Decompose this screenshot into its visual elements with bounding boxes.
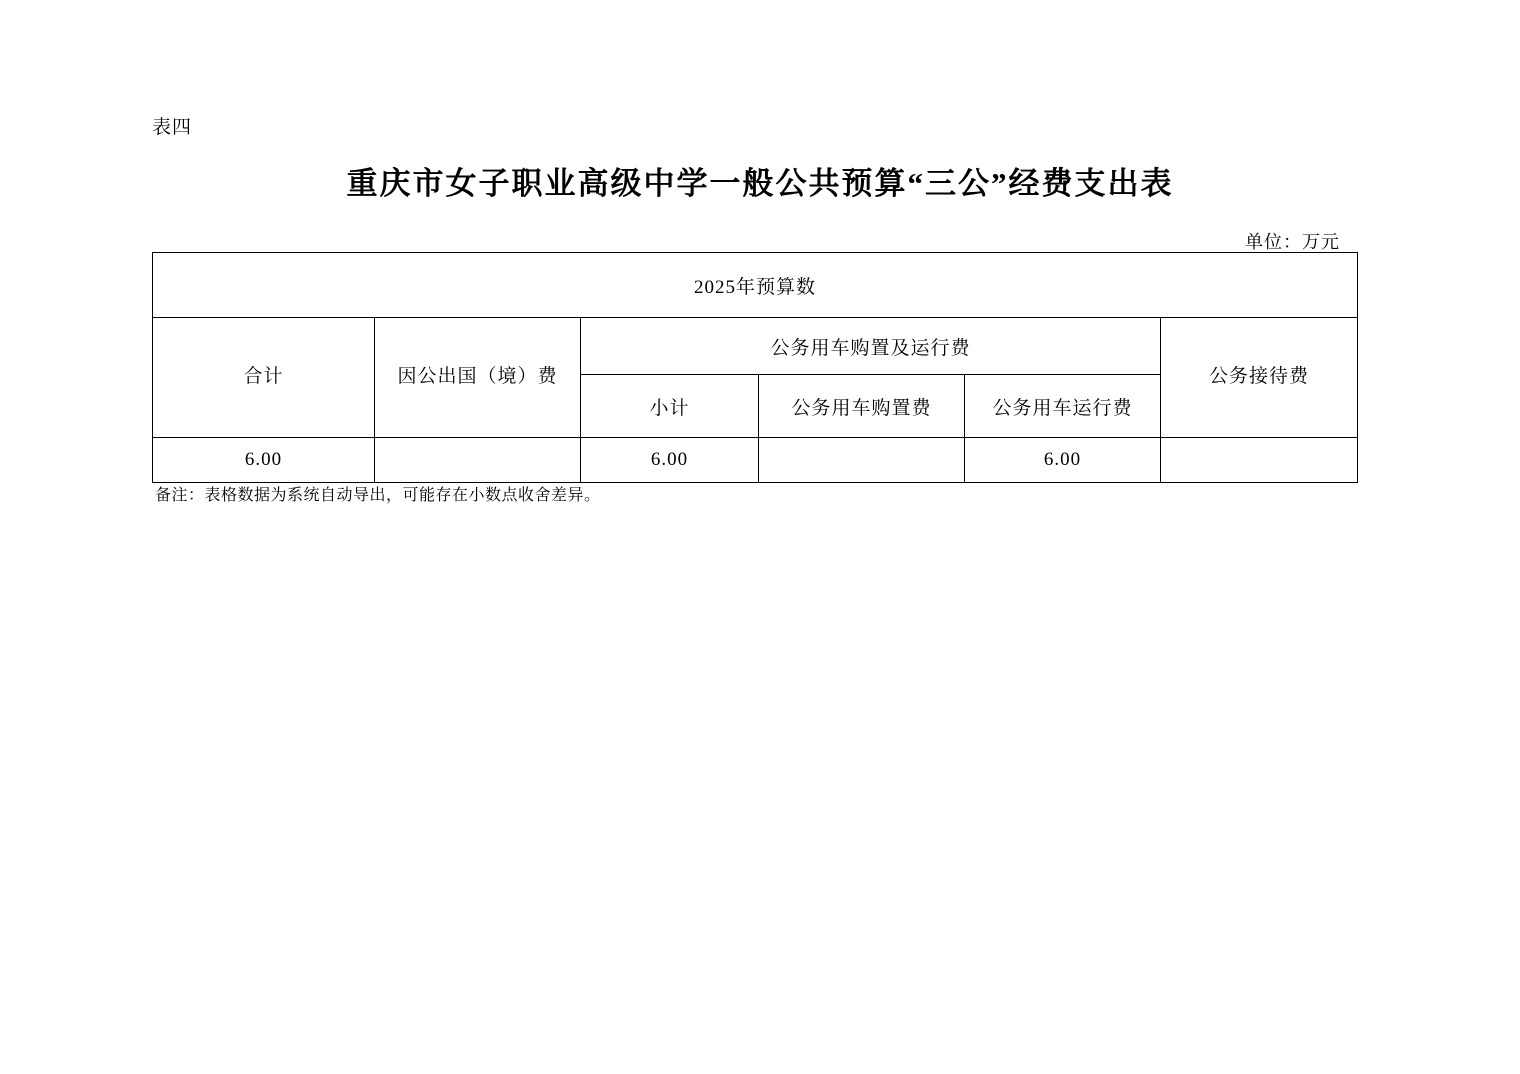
table-label: 表四: [152, 117, 193, 138]
page-title: 重庆市女子职业高级中学一般公共预算“三公”经费支出表: [346, 166, 1174, 201]
value-vehicle-purchase: [759, 438, 965, 483]
budget-table: [152, 252, 1358, 483]
value-vehicle-operation: 6.00: [965, 438, 1161, 483]
header-vehicle-operation: 公务用车运行费: [965, 375, 1161, 438]
header-total: 合计: [153, 318, 375, 438]
header-vehicle-subtotal: 小计: [581, 375, 759, 438]
header-reception: 公务接待费: [1161, 318, 1358, 438]
unit-label: 单位：万元: [1245, 232, 1340, 252]
table-row: [153, 438, 1358, 483]
table-row: [153, 253, 1358, 318]
value-abroad: [375, 438, 581, 483]
header-vehicle-purchase: 公务用车购置费: [759, 375, 965, 438]
header-vehicle-group: 公务用车购置及运行费: [581, 318, 1161, 375]
value-vehicle-subtotal: 6.00: [581, 438, 759, 483]
year-header-cell: 2025年预算数: [153, 253, 1358, 318]
header-abroad: 因公出国（境）费: [375, 318, 581, 438]
value-reception: [1161, 438, 1358, 483]
value-total: 6.00: [153, 438, 375, 483]
table-note: 备注：表格数据为系统自动导出，可能存在小数点收舍差异。: [155, 487, 601, 504]
table-row: [153, 318, 1358, 375]
